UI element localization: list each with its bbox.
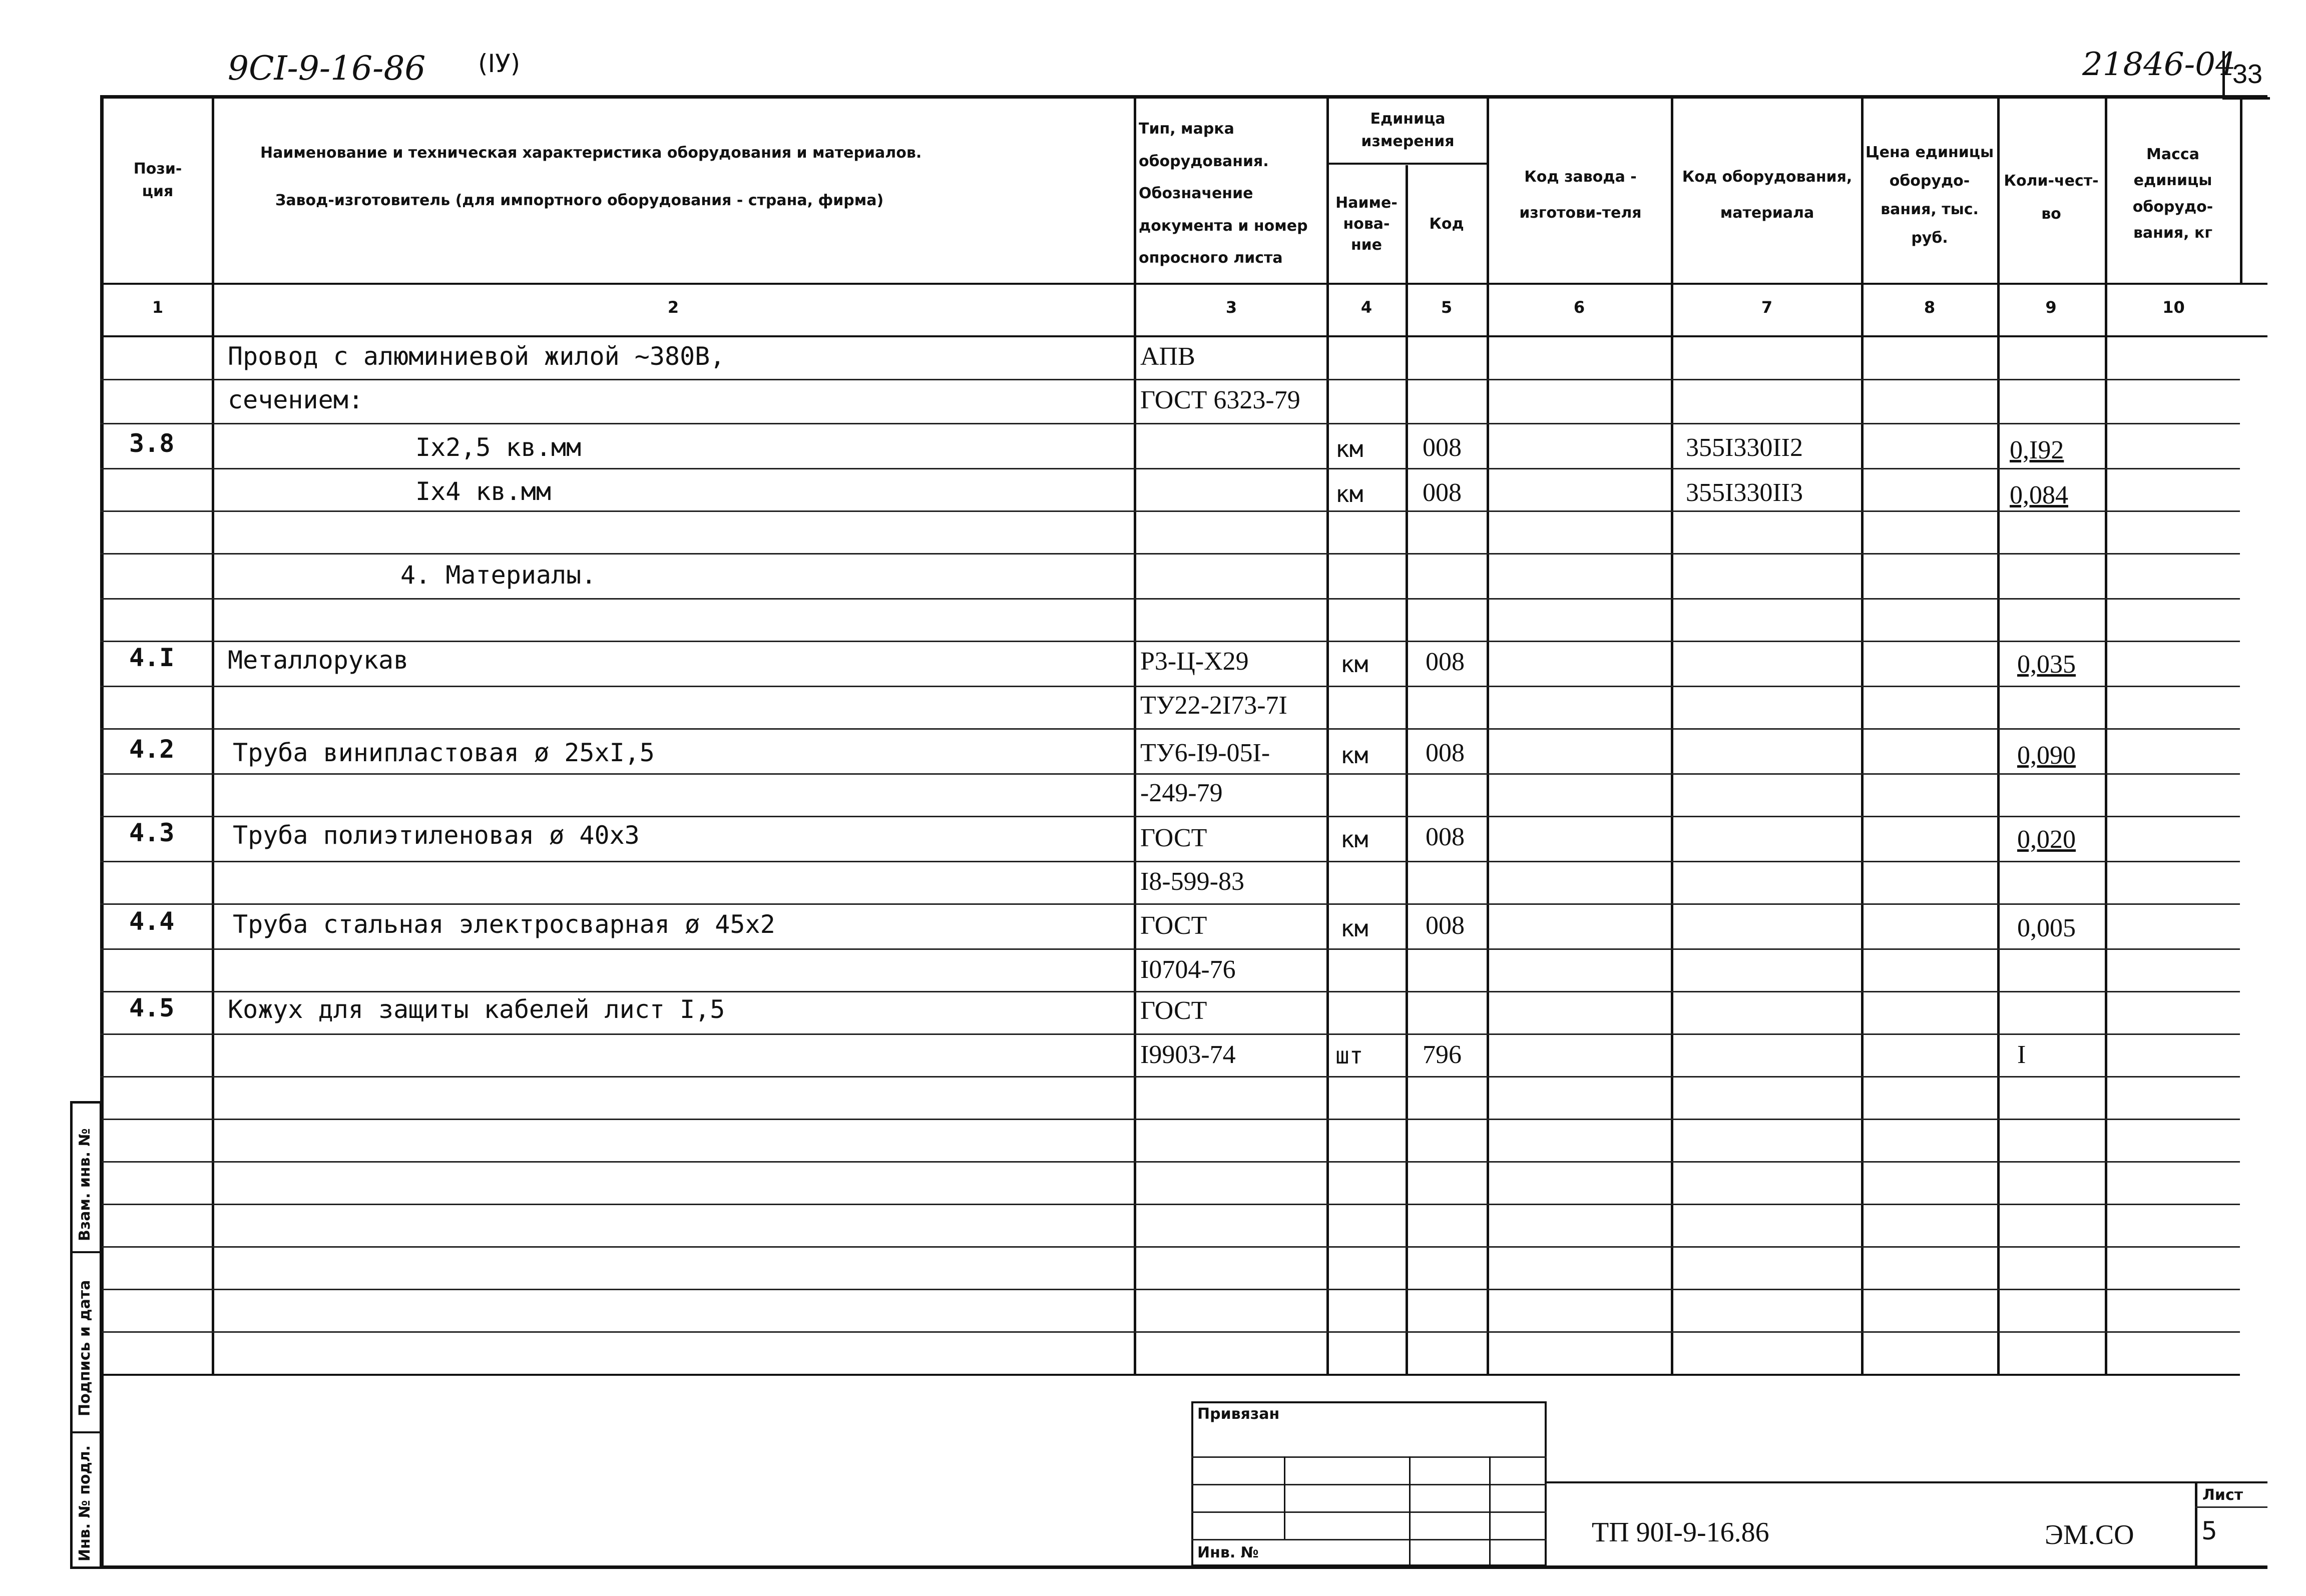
sheet-box-divider <box>2195 1481 2197 1569</box>
row-position: 4.3 <box>129 818 175 847</box>
side-label-inv-podl: Инв. № подл. <box>76 1445 94 1561</box>
row-divider <box>100 1119 2240 1120</box>
title-block-line <box>1547 1481 2267 1483</box>
row-type: -249-79 <box>1140 779 1223 807</box>
column-number: 1 <box>152 298 164 317</box>
row-divider <box>100 641 2240 642</box>
page-number: 33 <box>2222 51 2270 100</box>
row-unit: шт <box>1335 1042 1363 1069</box>
row-unit-code: 796 <box>1423 1040 1462 1069</box>
row-name: сечением: <box>228 385 363 414</box>
section-heading: 4. Материалы. <box>400 561 597 590</box>
row-divider <box>100 991 2240 992</box>
row-divider <box>100 553 2240 555</box>
stamp-col-line <box>1284 1456 1285 1539</box>
row-unit: км <box>1340 651 1368 678</box>
table-bottom-line <box>100 1374 2240 1376</box>
header-price: Цена единицы оборудо-вания, тыс. руб. <box>1865 144 1994 247</box>
row-divider <box>100 903 2240 905</box>
row-name: Труба винипластовая ø 25хI,5 <box>233 738 655 767</box>
row-divider <box>100 1331 2240 1333</box>
row-type: I8-599-83 <box>1140 867 1244 896</box>
stamp-row-line <box>1191 1484 1547 1485</box>
row-divider <box>100 816 2240 817</box>
row-unit-code: 008 <box>1426 739 1465 767</box>
row-divider <box>100 861 2240 862</box>
row-position: 4.5 <box>129 993 175 1022</box>
header-divider <box>100 283 2267 285</box>
header-unit-code: Код <box>1429 215 1464 233</box>
row-divider <box>100 1204 2240 1205</box>
row-type: ТУ22-2I73-7I <box>1140 691 1287 720</box>
col-divider <box>1861 95 1864 1374</box>
col-divider <box>1134 95 1136 1374</box>
row-material-code: 355I330II2 <box>1686 433 1803 462</box>
stamp-row-line <box>1191 1539 1547 1540</box>
list-label: Лист <box>2202 1486 2243 1504</box>
column-number: 2 <box>667 298 679 317</box>
col-divider <box>212 95 214 1374</box>
sheet-code: ЭМ.СО <box>2045 1519 2134 1550</box>
archive-number-handwritten: 21846-04 <box>2082 46 2236 83</box>
header-name-line1: Наименование и техническая характеристика оборудования и материалов. <box>260 144 922 162</box>
row-type: ТУ6-I9-05I- <box>1140 739 1270 767</box>
row-type: ГОСТ 6323-79 <box>1140 386 1300 414</box>
row-unit: км <box>1340 826 1368 853</box>
column-number: 8 <box>1924 298 1936 317</box>
header-position: Пози- ция <box>133 160 182 200</box>
header-plant-code: Код завода - изготови-теля <box>1519 168 1642 222</box>
col-divider <box>1997 95 2000 1374</box>
row-name: Провод с алюминиевой жилой ~380В, <box>228 342 725 371</box>
row-divider <box>100 1076 2240 1078</box>
row-name: Кожух для защиты кабелей лист I,5 <box>228 995 725 1024</box>
row-divider <box>100 1289 2240 1290</box>
row-divider <box>100 1161 2240 1163</box>
row-quantity: 0,005 <box>2017 914 2076 942</box>
row-position: 4.2 <box>129 735 175 764</box>
row-position: 3.8 <box>129 429 175 458</box>
list-number: 5 <box>2201 1516 2217 1545</box>
header-divider <box>1326 163 1487 165</box>
col-divider <box>1487 95 1489 1374</box>
row-unit-code: 008 <box>1426 648 1465 676</box>
row-type: Р3-Ц-Х29 <box>1140 647 1249 676</box>
row-unit: км <box>1340 915 1368 942</box>
row-divider <box>100 773 2240 775</box>
column-number: 4 <box>1360 298 1372 317</box>
row-type: ГОСТ <box>1140 824 1207 852</box>
row-unit: км <box>1335 435 1363 462</box>
row-quantity: 0,035 <box>2017 650 2076 679</box>
column-number: 10 <box>2162 298 2185 317</box>
row-type: ГОСТ <box>1140 911 1207 940</box>
column-number: 5 <box>1441 298 1453 317</box>
row-divider <box>100 510 2240 512</box>
col-divider <box>1326 95 1329 1374</box>
row-divider <box>100 423 2240 424</box>
col-divider <box>2240 95 2242 283</box>
row-quantity: 0,084 <box>2010 481 2068 509</box>
row-type: ГОСТ <box>1140 996 1207 1025</box>
row-name: Металлорукав <box>228 646 409 675</box>
side-stamp-divider <box>70 1431 102 1433</box>
col-divider <box>1671 95 1673 1374</box>
row-quantity: 0,090 <box>2017 741 2076 770</box>
sheet-box-line <box>2195 1506 2267 1508</box>
stamp-col-line <box>1489 1456 1491 1566</box>
column-number: 3 <box>1225 298 1237 317</box>
row-divider <box>100 598 2240 600</box>
row-unit-code: 008 <box>1426 823 1465 851</box>
column-number: 7 <box>1761 298 1773 317</box>
row-divider <box>100 468 2240 469</box>
row-divider <box>100 948 2240 950</box>
row-divider <box>100 379 2240 380</box>
column-number: 9 <box>2045 298 2057 317</box>
column-number: 6 <box>1573 298 1585 317</box>
row-name: Труба полиэтиленовая ø 40х3 <box>233 821 640 850</box>
header-divider <box>100 335 2267 337</box>
row-name: Iх2,5 кв.мм <box>415 433 582 462</box>
row-unit-code: 008 <box>1426 911 1465 940</box>
stamp-row-line <box>1191 1456 1547 1458</box>
row-name: Iх4 кв.мм <box>415 477 551 506</box>
row-material-code: 355I330II3 <box>1686 478 1803 507</box>
row-divider <box>100 686 2240 687</box>
side-label-podpis-data: Подпись и дата <box>76 1280 94 1416</box>
row-quantity: 0,020 <box>2017 825 2076 854</box>
header-type: Тип, марка оборудования. Обозначение документа и номер опросного листа <box>1139 120 1308 267</box>
header-mass: Масса единицы оборудо-вания, кг <box>2132 145 2213 242</box>
row-name: Труба стальная электросварная ø 45х2 <box>233 910 775 939</box>
row-divider <box>100 728 2240 730</box>
row-position: 4.4 <box>129 907 175 936</box>
row-unit: км <box>1340 742 1368 769</box>
row-quantity: 0,I92 <box>2010 436 2064 464</box>
header-unit-name: Наиме-нова-ние <box>1335 194 1398 254</box>
row-divider <box>100 1033 2240 1035</box>
col-divider <box>1406 165 1408 1374</box>
row-unit: км <box>1335 480 1363 507</box>
header-quantity: Коли-чест-во <box>2004 172 2099 223</box>
stamp-row-line <box>1191 1511 1547 1513</box>
side-stamp-divider <box>70 1251 102 1253</box>
row-type: I9903-74 <box>1140 1040 1236 1069</box>
row-unit-code: 008 <box>1423 478 1462 507</box>
header-name-line2: Завод-изготовитель (для импортного оборудования - страна, фирма) <box>275 191 884 209</box>
document-code-handwritten: 9CI-9-16-86 <box>228 49 426 88</box>
stamp-col-line <box>1409 1456 1411 1566</box>
row-position: 4.I <box>129 643 175 672</box>
row-unit-code: 008 <box>1423 433 1462 462</box>
privyazan-label: Привязан <box>1197 1405 1280 1423</box>
header-material-code: Код оборудования, материала <box>1682 168 1853 222</box>
section-roman-numeral: (IУ) <box>478 49 521 78</box>
inv-no-label: Инв. № <box>1197 1544 1259 1561</box>
side-label-vzam-inv: Взам. инв. № <box>76 1128 94 1241</box>
col-divider <box>2105 95 2107 1374</box>
row-type: I0704-76 <box>1140 955 1236 984</box>
row-quantity: I <box>2017 1040 2026 1069</box>
row-divider <box>100 1246 2240 1248</box>
header-unit-group: Единица измерения <box>1361 110 1455 150</box>
row-type: АПВ <box>1140 342 1195 371</box>
document-code: ТП 90I-9-16.86 <box>1592 1517 1769 1548</box>
